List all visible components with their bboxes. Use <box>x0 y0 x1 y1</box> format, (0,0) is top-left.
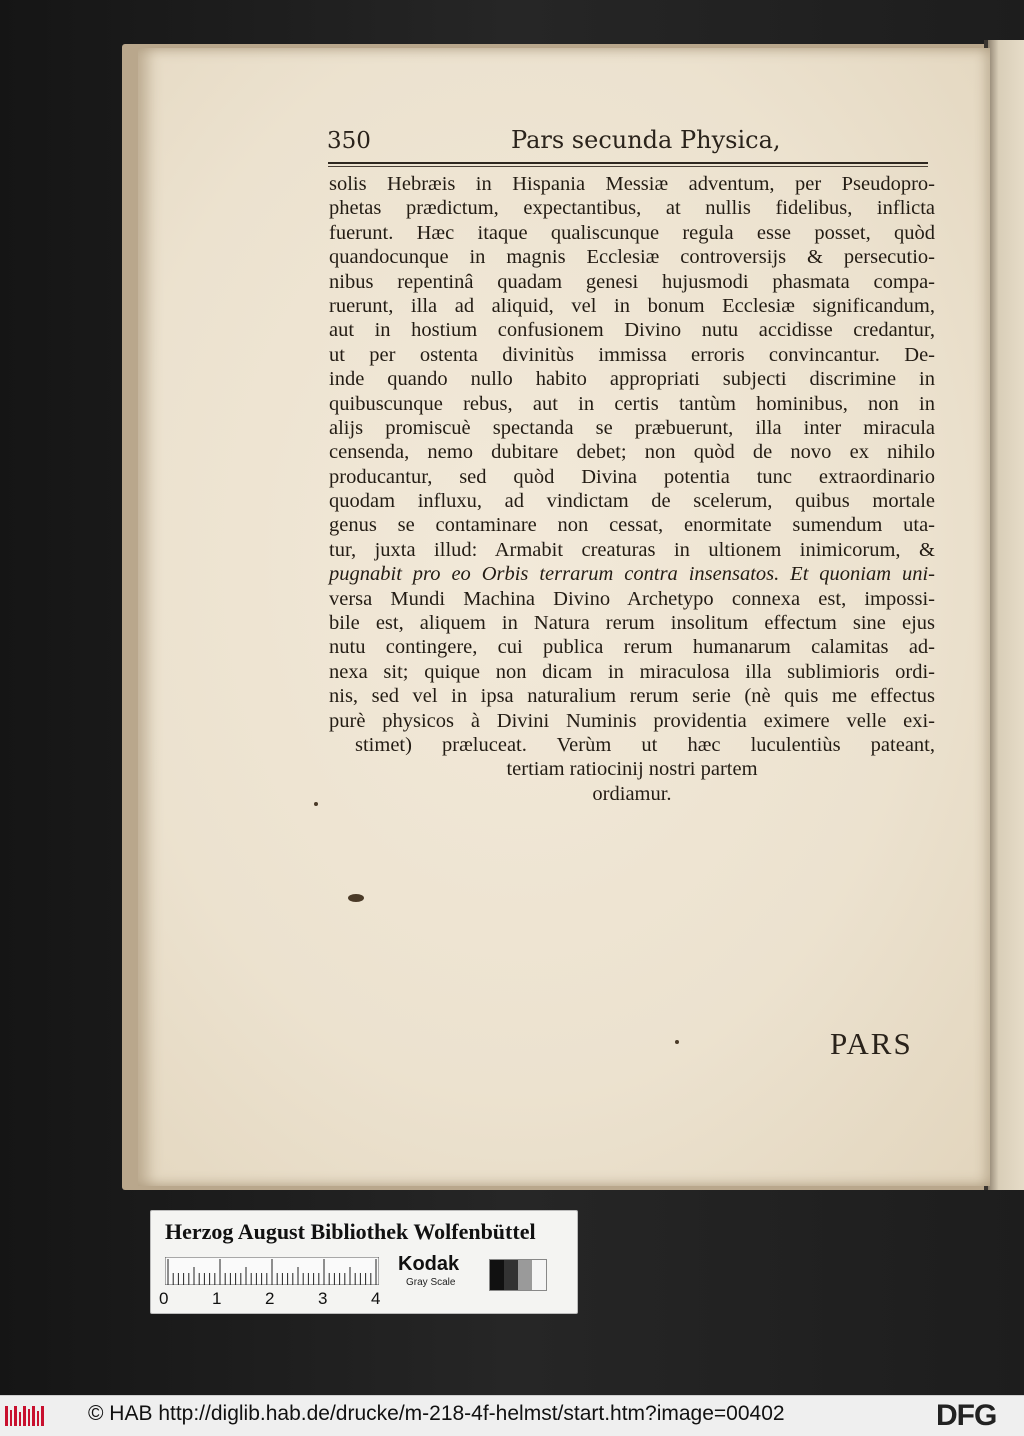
text-line: versa Mundi Machina Divino Archetypo connexa est, impossi- <box>329 587 935 610</box>
dfg-logo: DFG <box>936 1399 997 1432</box>
scale-number: 0 <box>159 1289 169 1308</box>
facing-page-edge <box>988 40 1024 1190</box>
text-line: alijs promiscuè spectanda se præbuerunt, illa inter miracula <box>329 416 935 439</box>
scale-number: 1 <box>212 1289 222 1308</box>
color-target-card <box>150 1210 578 1314</box>
text-line: producantur, sed quòd Divina potentia tunc extraordinario <box>329 465 935 488</box>
header-rule-thin <box>328 166 928 167</box>
ink-dot <box>314 802 318 806</box>
text-line-italic: pugnabit pro eo Orbis terrarum contra insensatos. Et quoniam uni- <box>329 563 935 586</box>
body-text <box>329 172 935 806</box>
header-rule <box>328 162 928 164</box>
running-title: Pars secunda Physica, <box>511 126 781 154</box>
text-line: fuerunt. Hæc itaque qualiscunque regula esse posset, quòd <box>329 221 935 244</box>
text-line: nis, sed vel in ipsa naturalium rerum serie (nè quis me effectus <box>329 685 935 708</box>
running-header <box>325 124 935 164</box>
text-line: stimet) præluceat. Verùm ut hæc luculentiùs pateant, <box>355 733 935 756</box>
text-line: quibuscunque rebus, aut in certis tantùm hominibus, non in <box>329 392 935 415</box>
text-line: genus se contaminare non cessat, enormitate sumendum uta- <box>329 514 935 537</box>
text-line: ut per ostenta divinitùs immissa erroris convincantur. De- <box>329 343 935 366</box>
scale-number: 4 <box>371 1289 381 1308</box>
text-line-centered: ordiamur. <box>592 782 672 805</box>
text-line: purè physicos à Divini Numinis providentia eximere velle exi- <box>329 709 935 732</box>
library-label: Herzog August Bibliothek Wolfenbüttel <box>165 1219 536 1244</box>
scale-number: 3 <box>318 1289 328 1308</box>
text-line: nibus repentinâ quadam genesi hujusmodi phasmata compa- <box>329 270 935 293</box>
text-line: nexa sit; quique non dicam in miraculosa illa sublimioris ordi- <box>329 660 935 683</box>
text-line: aut in hostium confusionem Divino nutu accidisse credantur, <box>329 319 935 342</box>
text-line: ruerunt, illa ad aliquid, vel in bonum Ecclesiæ significandum, <box>329 294 935 317</box>
text-line-centered: tertiam ratiocinij nostri partem <box>506 758 758 781</box>
kodak-brand: Kodak <box>398 1253 460 1275</box>
page-number: 350 <box>327 128 371 154</box>
kodak-subtitle: Gray Scale <box>406 1277 456 1288</box>
text-line: quandocunque in magnis Ecclesiæ controversijs & persecutio- <box>329 246 935 269</box>
text-line: solis Hebræis in Hispania Messiæ adventum, per Pseudopro- <box>329 173 935 195</box>
scale-number: 2 <box>265 1289 275 1308</box>
text-line: quodam influxu, ad vindictam de scelerum, quibus mortale <box>329 490 935 513</box>
ruler-numbers <box>159 1289 399 1309</box>
text-line: inde quando nullo habito appropriati subjecti discrimine in <box>329 368 935 391</box>
viewer-footer <box>0 1395 1024 1436</box>
text-line: bile est, aliquem in Natura rerum insolitum effectum sine ejus <box>329 612 935 635</box>
catchword: PARS <box>830 1026 913 1061</box>
ink-smudge <box>348 894 364 902</box>
footer-copyright-url[interactable]: © HAB http://diglib.hab.de/drucke/m-218-4f-helmst/start.htm?image=00402 <box>88 1402 785 1425</box>
hab-barcode-icon <box>5 1404 47 1428</box>
ruler-scale <box>165 1257 379 1285</box>
text-line: censenda, nemo dubitare debet; non quòd de novo ex nihilo <box>329 441 935 464</box>
text-line: nutu contingere, cui publica rerum humanarum calamitas ad- <box>329 636 935 659</box>
text-line: tur, juxta illud: Armabit creaturas in ultionem inimicorum, & <box>329 538 935 561</box>
text-line: phetas prædictum, expectantibus, at nullis fidelibus, inflicta <box>329 197 935 220</box>
ink-dot <box>675 1040 679 1044</box>
gray-scale-patches <box>489 1259 547 1291</box>
